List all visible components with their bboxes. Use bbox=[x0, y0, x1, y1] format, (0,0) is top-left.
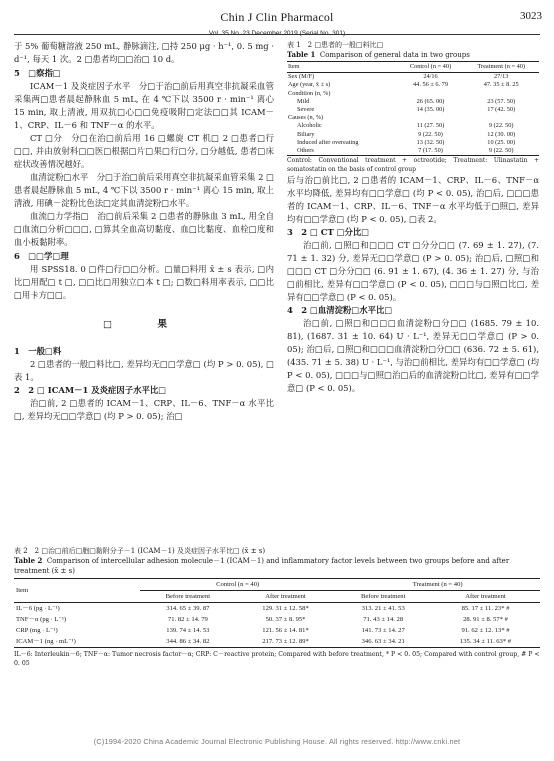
table-row bbox=[287, 114, 539, 122]
table2-group-treatment: Treatment (n = 40) bbox=[335, 579, 540, 591]
table2-caption-en: Comparison of intercellular adhesion molecule－1 (ICAM－1) and inflammatory factor levels between two groups before and after treatment (x̄ ± s) bbox=[14, 557, 510, 575]
table2-caption bbox=[14, 546, 540, 576]
right-column bbox=[287, 40, 539, 395]
table2-col-item: Item bbox=[14, 579, 140, 603]
paragraph: 后与治□前比□, 2 □患者的 ICAM－1、CRP、IL－6、TNF－α 水平均降低, 差异均有□□学意□ (均 P < 0. 05), 治□后, □□□患者的 ICAM－1、CRP、IL－6、TNF－α 水平均低于□照□, 差异均有□□学意□ (均 P < 0. 05), □表 2。 bbox=[287, 175, 539, 225]
table-cell: CRP (mg · L⁻¹) bbox=[16, 627, 58, 634]
table-cell: 14 (35. 00) bbox=[416, 106, 445, 114]
table-cell: 139. 74 ± 14. 53 bbox=[166, 627, 210, 634]
table1-col-item: Item bbox=[287, 62, 398, 73]
table-row bbox=[287, 106, 539, 114]
table-row bbox=[287, 122, 539, 130]
table-cell: Condition (n, %) bbox=[288, 89, 331, 97]
page-number: 3023 bbox=[520, 10, 542, 22]
paragraph: 治□前, □照□和□□□血清淀粉□分□□ (1685. 79 ± 10. 81), (1687. 31 ± 10. 64) U · L⁻¹, 差异无□□学意□ (P > 0. 05); 治□后, □照□和□□□血清淀粉□分□□ (636. 72 ± 5. 61), (435. 71 ± 5. 38) U · L⁻¹, 与治□前相比, 差异均有□□学意□ (均 P < 0. 05), □□□与□照□治□后的血清淀粉□比□, 差异有□□学意□ (P < 0. 05)。 bbox=[287, 318, 539, 394]
table2-block bbox=[14, 546, 540, 674]
table-row bbox=[14, 603, 540, 615]
table1-col-control: Control (n = 40) bbox=[398, 62, 464, 73]
table-cell: 313. 21 ± 41. 53 bbox=[361, 605, 405, 612]
table1-caption-en: Comparison of general data in two groups bbox=[319, 51, 470, 59]
paragraph: 治□前, 2 □患者的 ICAM－1、CRP、IL－6、TNF－α 水平比□, 差异均无□□学意□ (均 P > 0. 05); 治□ bbox=[14, 398, 274, 421]
table-cell: 141. 73 ± 14. 27 bbox=[361, 627, 405, 634]
table-cell: Induced after overeating bbox=[297, 138, 359, 146]
table2-col-before: Before treatment bbox=[140, 591, 236, 603]
table-cell: 85. 17 ± 11. 23* # bbox=[461, 605, 510, 612]
table-cell: Alcoholic bbox=[297, 122, 322, 130]
table-cell: 28. 91 ± 8. 57* # bbox=[463, 616, 508, 623]
table-cell: 10 (25. 00) bbox=[487, 138, 516, 146]
table-row bbox=[287, 81, 539, 89]
table-row bbox=[287, 147, 539, 156]
table-row bbox=[287, 73, 539, 82]
table-cell: 12 (30. 00) bbox=[487, 130, 516, 138]
page-header bbox=[12, 8, 542, 37]
section-heading: 2 2 □ ICAM－1 及炎症因子水平比□ bbox=[14, 385, 167, 395]
table-row bbox=[14, 625, 540, 636]
table1-label: Table 1 bbox=[287, 50, 316, 59]
table-cell: 23 (57. 50) bbox=[487, 97, 516, 105]
table-cell: Biliary bbox=[297, 130, 315, 138]
table-cell: 135. 34 ± 11. 63* # bbox=[431, 636, 540, 648]
table1-caption-zh: 表 1 2 □患者的一般□料比□ bbox=[287, 41, 384, 49]
table-cell bbox=[463, 114, 539, 122]
journal-title: Chin J Clin Pharmacol bbox=[220, 10, 334, 24]
table-cell: 13 (32. 50) bbox=[416, 138, 445, 146]
copyright-footer: (C)1994-2020 China Academic Journal Electronic Publishing House. All rights reserved. http://www.cnki.net bbox=[93, 737, 461, 746]
table-cell bbox=[398, 90, 464, 98]
results-heading: □ 果 bbox=[103, 319, 185, 330]
table-cell: Sex (M/F) bbox=[288, 73, 315, 81]
table2-col-after: After treatment bbox=[236, 591, 336, 603]
table-cell: 11 (27. 50) bbox=[416, 122, 445, 130]
table-cell: 9 (22. 50) bbox=[488, 122, 514, 130]
section-heading: 6 □□学□理 bbox=[14, 251, 69, 261]
table-row bbox=[287, 90, 539, 98]
header-rule bbox=[14, 34, 540, 35]
section-heading: 3 2 □ CT □分比□ bbox=[287, 227, 370, 238]
section-heading: 5 □察指□ bbox=[14, 68, 61, 78]
table-cell: Severe bbox=[297, 106, 315, 114]
table-cell: ICAM－1 (ng · mL⁻¹) bbox=[14, 636, 140, 648]
table-row bbox=[287, 139, 539, 147]
paragraph: 用 SPSS18. 0 □件□行□□分析。□量□料用 x̄ ± s 表示, □内比□用配□ t □, □□比□用独立□本 t □; □数□料用率表示, □□比□用卡方□□。 bbox=[14, 264, 274, 300]
table-cell: 50. 37 ± 8. 95* bbox=[265, 616, 306, 623]
table-cell: TNF－α (pg · L⁻¹) bbox=[16, 616, 67, 623]
table-cell: Mild bbox=[297, 97, 310, 105]
table2-label: Table 2 bbox=[14, 556, 43, 565]
table-cell: 71. 82 ± 14. 79 bbox=[167, 616, 208, 623]
paragraph: CT □分 分□在治□前后用 16 □螺旋 CT 机□ 2 □患者□行□□, 并由放射科□□医□根据□片□果□行□分, □分越低, 患者□床症状改善情况越好。 bbox=[14, 133, 274, 169]
table-cell: 17 (42. 50) bbox=[487, 106, 516, 114]
volume-info: Vol. 35 No. 23 December 2019 (Serial No. 301) bbox=[208, 30, 346, 37]
table-cell: 121. 56 ± 14. 81* bbox=[262, 627, 309, 634]
table2-caption-zh: 表 2 2 □治□前后□胞□黏附分子－1 (ICAM－1) 及炎症因子水平比□ (x̄ ± s) bbox=[14, 547, 266, 555]
table-cell: 27/13 bbox=[494, 73, 509, 81]
table-cell: 7 (17. 50) bbox=[398, 147, 464, 156]
table-row bbox=[287, 98, 539, 106]
table-cell: 217. 73 ± 12. 89* bbox=[236, 636, 336, 648]
table-cell bbox=[463, 90, 539, 98]
table1-note: Control: Conventional treatment + octreotide; Treatment: Ulinastatin + somatostatin on the basis of control group bbox=[287, 157, 539, 174]
table-cell: 344. 86 ± 34. 82 bbox=[140, 636, 236, 648]
paragraph: 治□前, □照□和□□□ CT □分分□□ (7. 69 ± 1. 27), (7. 71 ± 1. 32) 分, 差异无□□学意□ (P > 0. 05); 治□后, □照□和□□□ CT □分分□□ (6. 91 ± 1. 67), (4. 36 ± 1. 27) 分, 与治□前相比, 差异有□□学意□ (P < 0. 05), □□□与□照□比□, 差异有□□学意□ (P < 0. 05)。 bbox=[287, 240, 539, 303]
table-cell: 129. 31 ± 12. 58* bbox=[262, 605, 309, 612]
left-column bbox=[14, 40, 274, 423]
paragraph: 2 □患者的一般□料比□, 差异均无□□学意□ (均 P > 0. 05), □表 1。 bbox=[14, 359, 274, 382]
table-cell: Others bbox=[287, 147, 398, 156]
table-cell: Age (year, x̄ ± s) bbox=[288, 81, 331, 89]
paragraph: ICAM－1 及炎症因子水平 分□于治□前后用真空非抗凝采血管采集两□患者晨起静脉血 5 mL, 在 4 ℃下以 3500 r · min⁻¹ 离心 15 min, 取上清液, 用双抗□心□□免疫吸附□定法□□其 ICAM－1、CRP、IL－6 和 TNF－α 的水平。 bbox=[14, 81, 274, 130]
table1 bbox=[287, 61, 539, 156]
table-cell: 9 (22. 50) bbox=[463, 147, 539, 156]
table-cell: 71. 43 ± 14. 28 bbox=[363, 616, 404, 623]
table-cell: 26 (65. 00) bbox=[416, 97, 445, 105]
table-row bbox=[14, 636, 540, 648]
table2-col-before: Before treatment bbox=[335, 591, 431, 603]
table-cell: 44. 56 ± 6. 79 bbox=[413, 81, 448, 89]
table2-note: IL－6: Interleukin－6; TNF－α: Tumor necrosis factor－α; CRP: C－reactive protein; Compared with before treatment, * P < 0. 05; Compared with control group, # P < 0. 05 bbox=[14, 651, 540, 667]
table2-col-after: After treatment bbox=[431, 591, 540, 603]
table-cell: Causes (n, %) bbox=[288, 114, 324, 122]
table-cell: 346. 63 ± 34. 21 bbox=[335, 636, 431, 648]
section-heading: 4 2 □血清淀粉□水平比□ bbox=[287, 305, 393, 316]
paragraph: 血流□力学指□ 治□前后采集 2 □患者的静脉血 3 mL, 用全自□血流□分析□□□, □算其全血高切黏度、血□比黏度、血栓□度和血小板黏附率。 bbox=[14, 211, 274, 247]
paragraph: 血清淀粉□水平 分□于治□前后采用真空非抗凝采血管采集 2 □患者晨起静脉血 5 mL, 4 ℃下以 3500 r · min⁻¹ 离心 15 min, 取上清液, 用碘－淀粉比色法□定其血清淀粉□水平。 bbox=[14, 172, 274, 208]
paragraph: 于 5% 葡萄糖溶液 250 mL, 静脉滴注, □持 250 μg · h⁻¹, 0. 5 mg · d⁻¹, 每天 1 次。2 □患者均□□治□ 10 d。 bbox=[14, 41, 274, 64]
table-cell bbox=[398, 114, 464, 122]
table1-caption bbox=[287, 40, 539, 60]
section-heading: 1 一般□料 bbox=[14, 346, 62, 356]
table-row bbox=[14, 614, 540, 625]
table2-group-control: Control (n = 40) bbox=[140, 579, 335, 591]
table-cell: 91. 62 ± 12. 13* # bbox=[461, 627, 510, 634]
table-cell: 9 (22. 50) bbox=[418, 130, 443, 138]
table-cell: 24/16 bbox=[423, 73, 438, 81]
table-cell: 314. 65 ± 39. 87 bbox=[166, 605, 210, 612]
table1-col-treatment: Treatment (n = 40) bbox=[463, 62, 539, 73]
table-cell: 47. 35 ± 8. 25 bbox=[483, 81, 519, 89]
table-row bbox=[287, 131, 539, 139]
table2 bbox=[14, 578, 540, 648]
table-cell: IL－6 (pg · L⁻¹) bbox=[16, 605, 60, 612]
